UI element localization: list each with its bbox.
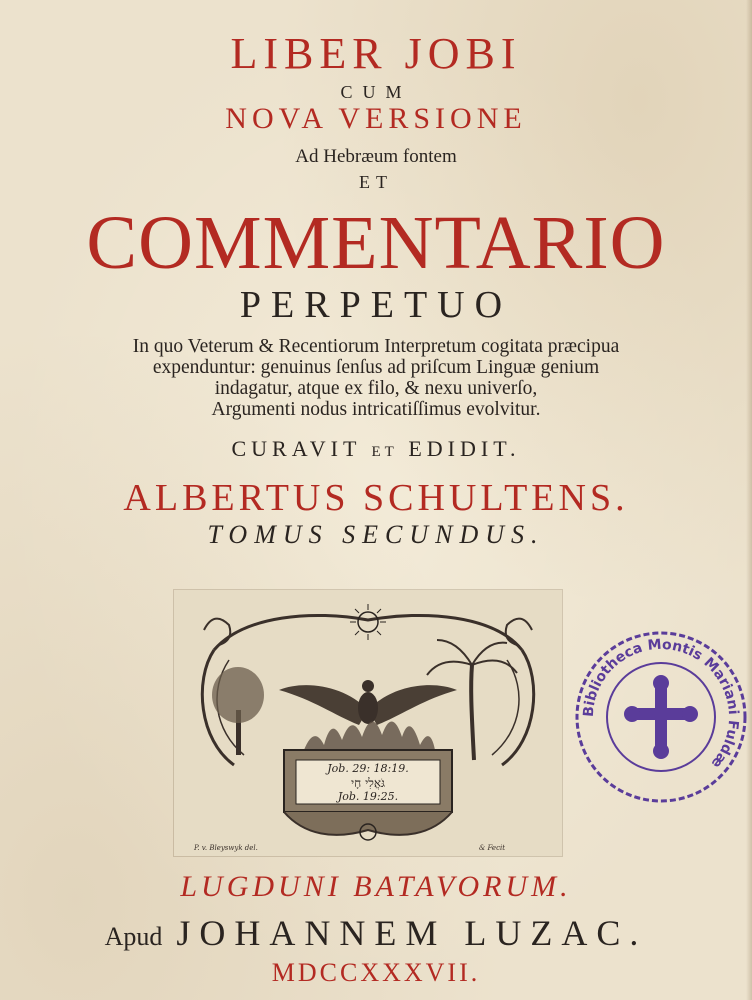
cross-icon bbox=[624, 675, 698, 759]
cum-line: CUM bbox=[340, 82, 412, 102]
library-stamp bbox=[572, 628, 750, 806]
volume-line: TOMUS SECUNDUS. bbox=[207, 520, 545, 549]
description-line: In quo Veterum & Recentiorum Interpretum cogitata præcipua bbox=[132, 336, 620, 357]
apud-word: Apud bbox=[104, 922, 163, 951]
book-title: LIBER JOBI bbox=[230, 29, 522, 78]
commentario-heading: COMMENTARIO bbox=[86, 201, 666, 285]
vignette-ref-top: Job. 29: 18:19. bbox=[327, 762, 409, 775]
publisher-name: JOHANNEM LUZAC. bbox=[176, 913, 648, 953]
description-line: Argumenti nodus intricatiſſimus evolvitur. bbox=[211, 399, 541, 420]
phoenix-vignette-image bbox=[174, 590, 562, 856]
page-edge bbox=[746, 0, 752, 1000]
curavit-et-word: ET bbox=[371, 444, 398, 460]
sun-icon bbox=[350, 604, 386, 640]
palm-icon bbox=[427, 640, 517, 760]
description-line: expenduntur: genuinus ſenſus ad priſcum Linguæ genium bbox=[152, 357, 600, 378]
vignette-hebrew: גֹּאֲלִי חָי bbox=[351, 776, 385, 790]
vignette-ref-bottom: Job. 19:25. bbox=[337, 790, 399, 803]
engraved-vignette bbox=[174, 590, 562, 856]
engraver-left: P. v. Bleyswyk del. bbox=[194, 844, 258, 852]
edidit-word: EDIDIT. bbox=[408, 436, 521, 461]
stamp-text: Bibliotheca Montis Mariani Fuldæ bbox=[580, 636, 742, 771]
nova-versione-line: NOVA VERSIONE bbox=[225, 102, 527, 135]
ad-hebraeum-line: Ad Hebræum fontem bbox=[295, 146, 457, 167]
et-line: ET bbox=[359, 172, 393, 192]
description-block bbox=[0, 336, 752, 420]
perpetuo-line: PERPETUO bbox=[239, 284, 513, 326]
tree-icon bbox=[212, 667, 264, 755]
publication-date: MDCCXXXVII. bbox=[271, 958, 481, 987]
author-name: ALBERTUS SCHULTENS. bbox=[123, 477, 629, 519]
description-line: indagatur, atque ex filo, & nexu univerſo, bbox=[214, 378, 538, 399]
phoenix-icon bbox=[279, 680, 457, 725]
imprint-city: LUGDUNI BATAVORUM. bbox=[180, 870, 572, 903]
curavit-word: CURAVIT bbox=[231, 436, 362, 461]
curavit-line bbox=[0, 436, 752, 462]
engraver-right: & Fecit bbox=[479, 844, 506, 852]
publisher-line bbox=[0, 912, 752, 954]
